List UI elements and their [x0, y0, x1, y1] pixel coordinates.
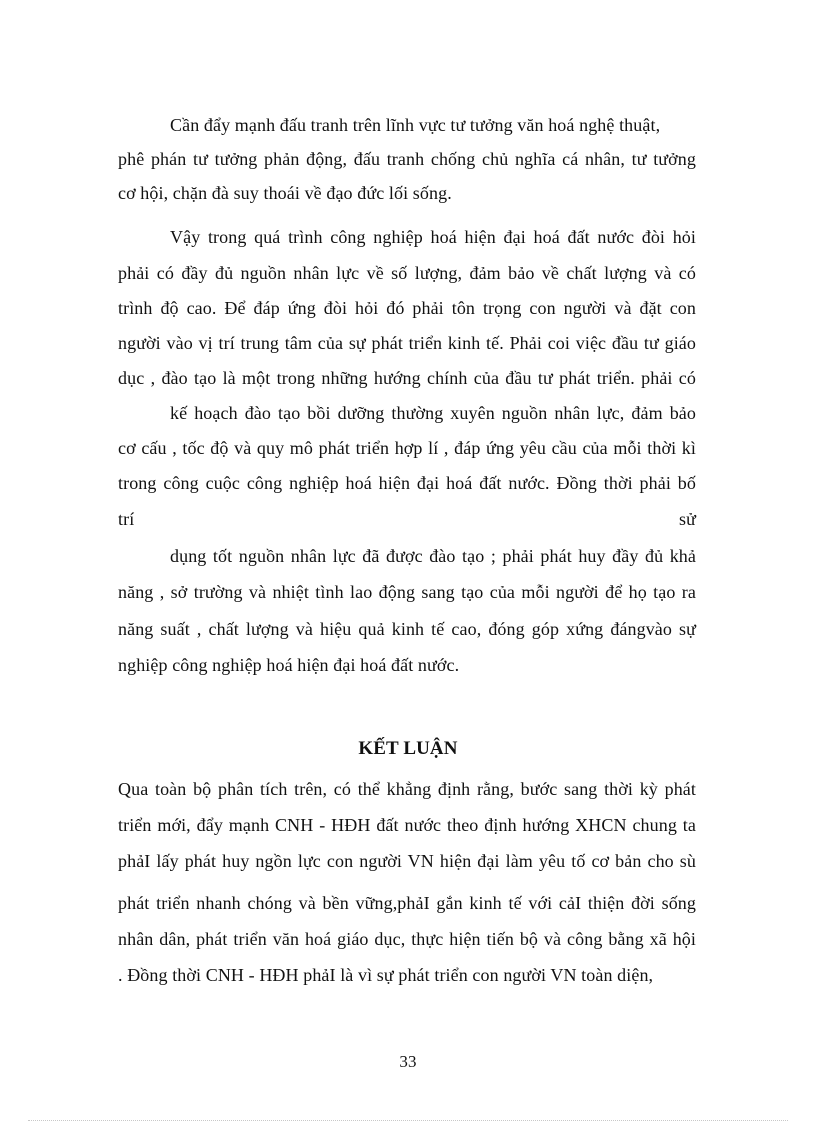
- section-heading: KẾT LUẬN: [358, 738, 458, 759]
- paragraph-line: phát triển nhanh chóng và bền vững,phảI gắn kinh tế với cảI thiện đời sống: [118, 893, 696, 913]
- paragraph-line: . Đồng thời CNH - HĐH phảI là vì sự phát triển con người VN toàn diện,: [118, 965, 654, 985]
- paragraph-line: phảI lấy phát huy ngồn lực con người VN hiện đại làm yêu tố cơ bản cho sù: [118, 851, 696, 871]
- paragraph-line: dụng tốt nguồn nhân lực đã được đào tạo ; phải phát huy đầy đủ khả: [170, 546, 696, 566]
- paragraph-line: cơ hội, chặn đà suy thoái về đạo đức lối sống.: [118, 183, 452, 203]
- split-line-right: sử: [679, 509, 696, 529]
- paragraph-line: triển mới, đẩy mạnh CNH - HĐH đất nước theo định hướng XHCN chung ta: [118, 815, 696, 835]
- paragraph-line: kế hoạch đào tạo bồi dưỡng thường xuyên nguồn nhân lực, đảm bảo: [170, 403, 696, 423]
- paragraph-line: nghiệp công nghiệp hoá hiện đại hoá đất nước.: [118, 655, 460, 675]
- paragraph-line: năng , sở trường và nhiệt tình lao động sang tạo của mỗi người để họ tạo ra: [118, 582, 696, 602]
- split-line: [118, 509, 696, 529]
- paragraph-line: trình độ cao. Để đáp ứng đòi hỏi đó phải tôn trọng con người và đặt con: [118, 298, 696, 318]
- paragraph-line: Cần đẩy mạnh đấu tranh trên lĩnh vực tư tưởng văn hoá nghệ thuật,: [170, 115, 661, 135]
- page-bottom-rule: [28, 1120, 788, 1121]
- paragraph-line: nhân dân, phát triển văn hoá giáo dục, thực hiện tiến bộ và công bằng xã hội: [118, 929, 696, 949]
- paragraph-line: cơ cấu , tốc độ và quy mô phát triển hợp lí , đáp ứng yêu cầu của mỗi thời kì: [118, 438, 696, 458]
- paragraph-line: Vậy trong quá trình công nghiệp hoá hiện đại hoá đất nước đòi hỏi: [170, 227, 696, 247]
- paragraph-line: phê phán tư tưởng phản động, đấu tranh chống chủ nghĩa cá nhân, tư tưởng: [118, 149, 696, 169]
- split-line-left: trí: [118, 509, 135, 529]
- paragraph-line: Qua toàn bộ phân tích trên, có thể khẳng định rằng, bước sang thời kỳ phát: [118, 779, 696, 799]
- paragraph-line: dục , đào tạo là một trong những hướng chính của đầu tư phát triển. phải có: [118, 368, 696, 388]
- paragraph-line: người vào vị trí trung tâm của sự phát triển kinh tế. Phải coi việc đầu tư giáo: [118, 333, 696, 353]
- paragraph-line: trong công cuộc công nghiệp hoá hiện đại hoá đất nước. Đồng thời phải bố: [118, 473, 696, 493]
- page-number: 33: [399, 1052, 417, 1071]
- paragraph-line: năng suất , chất lượng và hiệu quả kinh tế cao, đóng góp xứng đángvào sự: [118, 619, 696, 639]
- paragraph-line: phải có đầy đủ nguồn nhân lực về số lượng, đảm bảo về chất lượng và có: [118, 263, 696, 283]
